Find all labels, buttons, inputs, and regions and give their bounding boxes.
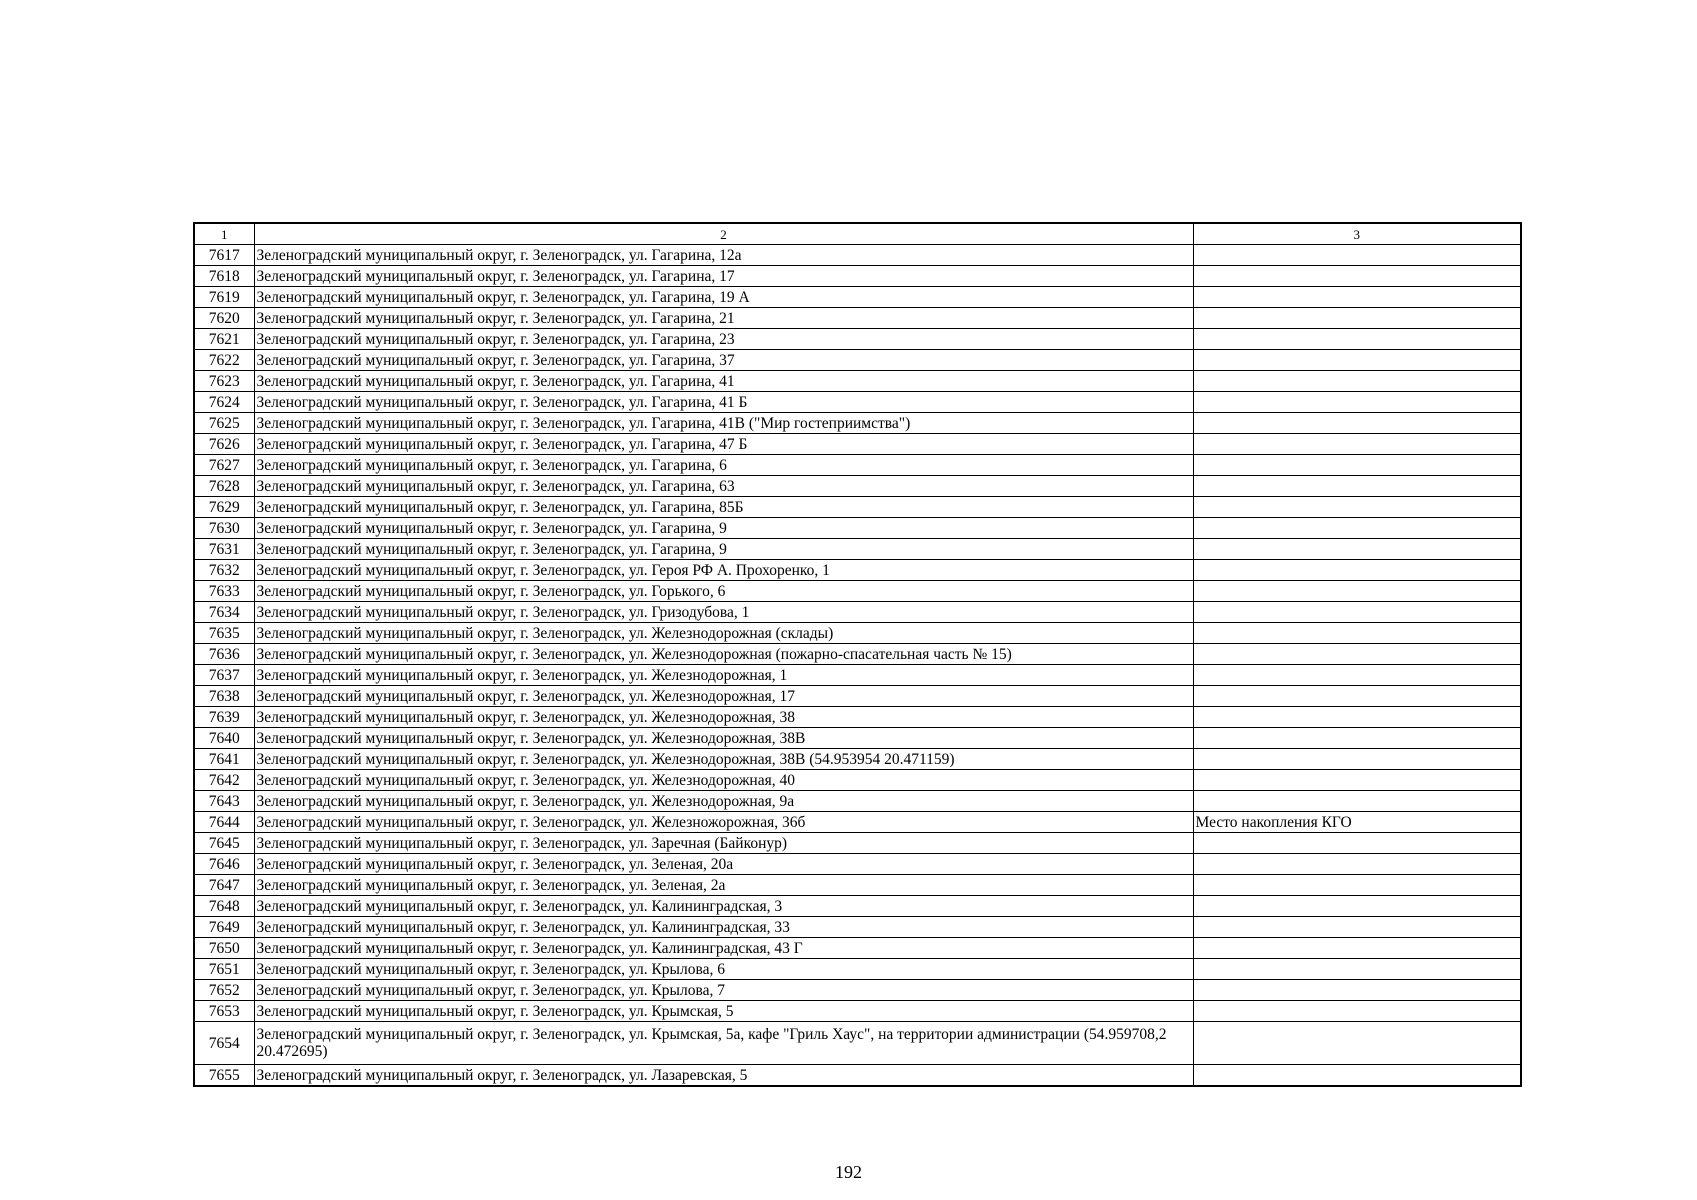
row-address: Зеленоградский муниципальный округ, г. Зеленоградск, ул. Горького, 6 (254, 581, 1193, 602)
row-address: Зеленоградский муниципальный округ, г. Зеленоградск, ул. Гагарина, 19 А (254, 287, 1193, 308)
row-number: 7617 (194, 245, 254, 266)
row-address: Зеленоградский муниципальный округ, г. Зеленоградск, ул. Железнодорожная (пожарно-спасательная часть № 15) (254, 644, 1193, 665)
row-address: Зеленоградский муниципальный округ, г. Зеленоградск, ул. Гагарина, 21 (254, 308, 1193, 329)
row-number: 7635 (194, 623, 254, 644)
table-row (194, 539, 1521, 560)
table-row (194, 266, 1521, 287)
row-number: 7644 (194, 812, 254, 833)
row-note (1193, 686, 1521, 707)
row-number: 7622 (194, 350, 254, 371)
row-address: Зеленоградский муниципальный округ, г. Зеленоградск, ул. Крымская, 5а, кафе "Гриль Хаус", на территории администрации (54.959708,2 20.472695) (254, 1022, 1193, 1065)
address-table (193, 222, 1522, 1087)
row-note (1193, 896, 1521, 917)
row-address: Зеленоградский муниципальный округ, г. Зеленоградск, ул. Крылова, 7 (254, 980, 1193, 1001)
row-address: Зеленоградский муниципальный округ, г. Зеленоградск, ул. Зеленая, 2а (254, 875, 1193, 896)
row-number: 7641 (194, 749, 254, 770)
row-note (1193, 875, 1521, 896)
row-number: 7651 (194, 959, 254, 980)
row-address: Зеленоградский муниципальный округ, г. Зеленоградск, ул. Гагарина, 41 Б (254, 392, 1193, 413)
row-note (1193, 245, 1521, 266)
row-note (1193, 938, 1521, 959)
row-number: 7654 (194, 1022, 254, 1065)
table-row (194, 959, 1521, 980)
row-note (1193, 497, 1521, 518)
table-row (194, 413, 1521, 434)
row-note (1193, 560, 1521, 581)
table-row (194, 644, 1521, 665)
row-note (1193, 1001, 1521, 1022)
row-note (1193, 476, 1521, 497)
row-number: 7629 (194, 497, 254, 518)
row-number: 7652 (194, 980, 254, 1001)
row-note (1193, 287, 1521, 308)
table-row (194, 665, 1521, 686)
row-address: Зеленоградский муниципальный округ, г. Зеленоградск, ул. Железнодорожная, 38 (254, 707, 1193, 728)
row-address: Зеленоградский муниципальный округ, г. Зеленоградск, ул. Железнодорожная, 1 (254, 665, 1193, 686)
row-address: Зеленоградский муниципальный округ, г. Зеленоградск, ул. Железнодорожная, 9а (254, 791, 1193, 812)
row-address: Зеленоградский муниципальный округ, г. Зеленоградск, ул. Гагарина, 63 (254, 476, 1193, 497)
row-number: 7631 (194, 539, 254, 560)
row-note (1193, 854, 1521, 875)
row-address: Зеленоградский муниципальный округ, г. Зеленоградск, ул. Гагарина, 23 (254, 329, 1193, 350)
row-number: 7634 (194, 602, 254, 623)
row-number: 7638 (194, 686, 254, 707)
row-address: Зеленоградский муниципальный округ, г. Зеленоградск, ул. Железнодорожная, 17 (254, 686, 1193, 707)
table-row (194, 686, 1521, 707)
table-row (194, 875, 1521, 896)
row-address: Зеленоградский муниципальный округ, г. Зеленоградск, ул. Гагарина, 85Б (254, 497, 1193, 518)
row-number: 7627 (194, 455, 254, 476)
table-row (194, 917, 1521, 938)
header-col-1: 1 (194, 223, 254, 245)
row-note (1193, 329, 1521, 350)
row-number: 7628 (194, 476, 254, 497)
row-address: Зеленоградский муниципальный округ, г. Зеленоградск, ул. Гагарина, 37 (254, 350, 1193, 371)
row-address: Зеленоградский муниципальный округ, г. Зеленоградск, ул. Калининградская, 33 (254, 917, 1193, 938)
row-number: 7636 (194, 644, 254, 665)
row-address: Зеленоградский муниципальный округ, г. Зеленоградск, ул. Крылова, 6 (254, 959, 1193, 980)
row-number: 7655 (194, 1065, 254, 1087)
row-address: Зеленоградский муниципальный округ, г. Зеленоградск, ул. Героя РФ А. Прохоренко, 1 (254, 560, 1193, 581)
table-row (194, 1065, 1521, 1087)
table-row (194, 938, 1521, 959)
table-row (194, 518, 1521, 539)
row-note (1193, 602, 1521, 623)
row-number: 7648 (194, 896, 254, 917)
table-row (194, 476, 1521, 497)
row-number: 7646 (194, 854, 254, 875)
table-row (194, 329, 1521, 350)
row-note (1193, 833, 1521, 854)
row-number: 7625 (194, 413, 254, 434)
table-row (194, 287, 1521, 308)
row-address: Зеленоградский муниципальный округ, г. Зеленоградск, ул. Калининградская, 43 Г (254, 938, 1193, 959)
row-address: Зеленоградский муниципальный округ, г. Зеленоградск, ул. Железнодорожная, 38В (54.953954 20.471159) (254, 749, 1193, 770)
table-row (194, 392, 1521, 413)
table-row (194, 791, 1521, 812)
row-number: 7645 (194, 833, 254, 854)
row-address: Зеленоградский муниципальный округ, г. Зеленоградск, ул. Железнодорожная, 38В (254, 728, 1193, 749)
table-row (194, 455, 1521, 476)
row-number: 7643 (194, 791, 254, 812)
row-note (1193, 434, 1521, 455)
row-note (1193, 518, 1521, 539)
table-row (194, 980, 1521, 1001)
row-note (1193, 980, 1521, 1001)
row-address: Зеленоградский муниципальный округ, г. Зеленоградск, ул. Гагарина, 17 (254, 266, 1193, 287)
row-number: 7647 (194, 875, 254, 896)
row-number: 7653 (194, 1001, 254, 1022)
row-number: 7619 (194, 287, 254, 308)
row-note (1193, 1022, 1521, 1065)
row-note (1193, 791, 1521, 812)
row-note (1193, 665, 1521, 686)
table-row (194, 812, 1521, 833)
row-note (1193, 623, 1521, 644)
row-note (1193, 413, 1521, 434)
row-note (1193, 350, 1521, 371)
row-address: Зеленоградский муниципальный округ, г. Зеленоградск, ул. Гагарина, 9 (254, 518, 1193, 539)
row-note (1193, 770, 1521, 791)
row-number: 7618 (194, 266, 254, 287)
row-note (1193, 644, 1521, 665)
table-row (194, 1001, 1521, 1022)
row-note (1193, 707, 1521, 728)
table-row (194, 623, 1521, 644)
table-row (194, 497, 1521, 518)
row-address: Зеленоградский муниципальный округ, г. Зеленоградск, ул. Железнодорожная (склады) (254, 623, 1193, 644)
row-address: Зеленоградский муниципальный округ, г. Зеленоградск, ул. Гагарина, 12а (254, 245, 1193, 266)
table-row (194, 371, 1521, 392)
row-address: Зеленоградский муниципальный округ, г. Зеленоградск, ул. Калининградская, 3 (254, 896, 1193, 917)
row-address: Зеленоградский муниципальный округ, г. Зеленоградск, ул. Гагарина, 41 (254, 371, 1193, 392)
row-note (1193, 959, 1521, 980)
row-number: 7642 (194, 770, 254, 791)
table-row (194, 245, 1521, 266)
row-address: Зеленоградский муниципальный округ, г. Зеленоградск, ул. Железножорожная, 36б (254, 812, 1193, 833)
table-row (194, 707, 1521, 728)
header-col-2: 2 (254, 223, 1193, 245)
row-number: 7640 (194, 728, 254, 749)
table-row (194, 1022, 1521, 1065)
header-row (194, 223, 1521, 245)
row-number: 7639 (194, 707, 254, 728)
row-address: Зеленоградский муниципальный округ, г. Зеленоградск, ул. Крымская, 5 (254, 1001, 1193, 1022)
table-row (194, 560, 1521, 581)
table-row (194, 581, 1521, 602)
row-note (1193, 917, 1521, 938)
row-number: 7633 (194, 581, 254, 602)
row-number: 7630 (194, 518, 254, 539)
table-body (194, 245, 1521, 1087)
row-note (1193, 1065, 1521, 1087)
row-note (1193, 455, 1521, 476)
row-note (1193, 581, 1521, 602)
row-number: 7620 (194, 308, 254, 329)
table-row (194, 308, 1521, 329)
row-address: Зеленоградский муниципальный округ, г. Зеленоградск, ул. Лазаревская, 5 (254, 1065, 1193, 1087)
row-note (1193, 728, 1521, 749)
row-note (1193, 392, 1521, 413)
row-note: Место накопления КГО (1193, 812, 1521, 833)
row-number: 7632 (194, 560, 254, 581)
table-row (194, 728, 1521, 749)
row-address: Зеленоградский муниципальный округ, г. Зеленоградск, ул. Зеленая, 20а (254, 854, 1193, 875)
table-row (194, 770, 1521, 791)
row-note (1193, 539, 1521, 560)
row-address: Зеленоградский муниципальный округ, г. Зеленоградск, ул. Гагарина, 47 Б (254, 434, 1193, 455)
row-address: Зеленоградский муниципальный округ, г. Зеленоградск, ул. Железнодорожная, 40 (254, 770, 1193, 791)
row-address: Зеленоградский муниципальный округ, г. Зеленоградск, ул. Гризодубова, 1 (254, 602, 1193, 623)
row-address: Зеленоградский муниципальный округ, г. Зеленоградск, ул. Гагарина, 9 (254, 539, 1193, 560)
row-number: 7626 (194, 434, 254, 455)
row-note (1193, 749, 1521, 770)
row-address: Зеленоградский муниципальный округ, г. Зеленоградск, ул. Гагарина, 41В ("Мир гостеприимства") (254, 413, 1193, 434)
row-note (1193, 308, 1521, 329)
row-note (1193, 266, 1521, 287)
row-number: 7624 (194, 392, 254, 413)
table-row (194, 854, 1521, 875)
table-row (194, 896, 1521, 917)
row-number: 7623 (194, 371, 254, 392)
table-row (194, 350, 1521, 371)
row-address: Зеленоградский муниципальный округ, г. Зеленоградск, ул. Заречная (Байконур) (254, 833, 1193, 854)
table-row (194, 434, 1521, 455)
row-number: 7649 (194, 917, 254, 938)
table-row (194, 602, 1521, 623)
table-row (194, 833, 1521, 854)
row-note (1193, 371, 1521, 392)
header-col-3: 3 (1193, 223, 1521, 245)
row-number: 7621 (194, 329, 254, 350)
row-number: 7637 (194, 665, 254, 686)
row-number: 7650 (194, 938, 254, 959)
row-address: Зеленоградский муниципальный округ, г. Зеленоградск, ул. Гагарина, 6 (254, 455, 1193, 476)
page-number: 192 (835, 1162, 862, 1182)
table-row (194, 749, 1521, 770)
